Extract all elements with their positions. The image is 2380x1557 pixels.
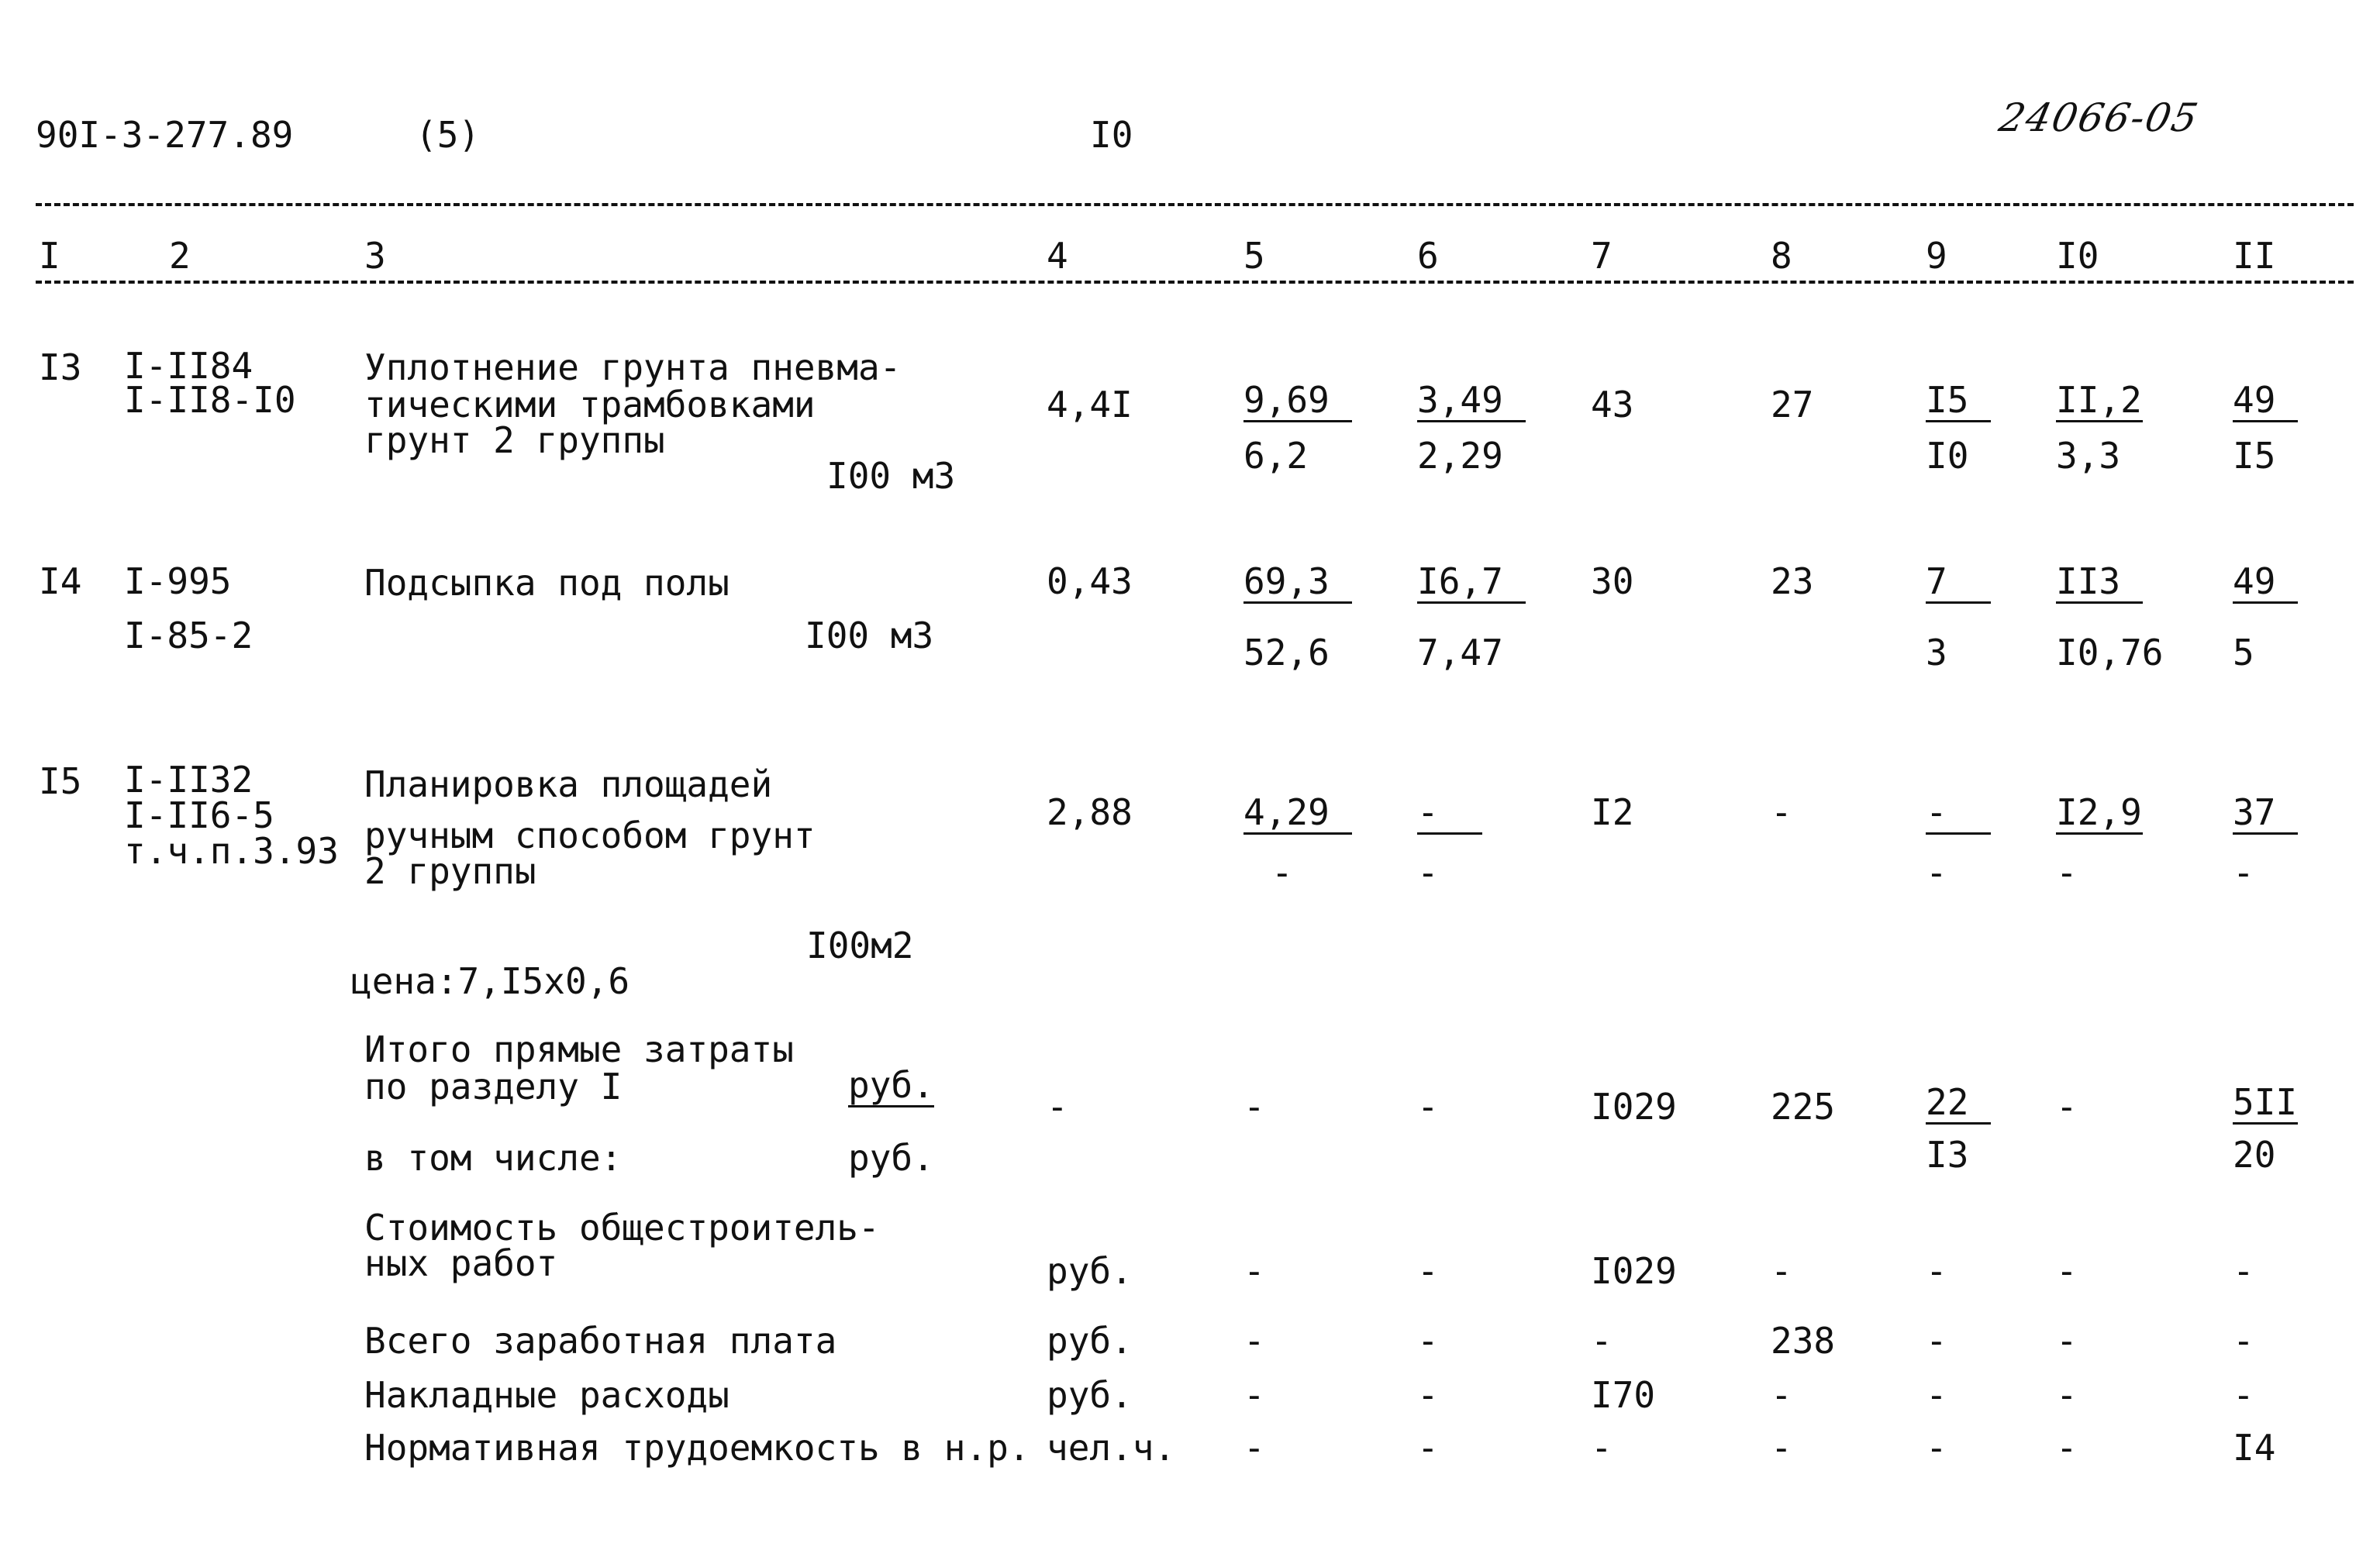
wages-col5: -	[1243, 1320, 1265, 1362]
cell-col11-bottom: I5	[2233, 435, 2276, 477]
labor-intensity-unit: чел.ч.	[1047, 1427, 1176, 1469]
cell-col9-bottom: 3	[1926, 632, 1947, 673]
total-direct-col11-bottom: 20	[2233, 1134, 2276, 1176]
overhead-label: Накладные расходы	[364, 1374, 730, 1416]
construction-col8: -	[1771, 1250, 1792, 1292]
column-header-10: I0	[2056, 235, 2099, 277]
construction-col7: I029	[1591, 1250, 1677, 1292]
cell-col4: 4,4I	[1047, 384, 1133, 425]
total-direct-col10: -	[2056, 1086, 2078, 1128]
row-code: I-995	[124, 560, 232, 602]
column-header-1: I	[39, 235, 60, 277]
overhead-col7: I70	[1591, 1374, 1656, 1416]
cell-col10-top: II3	[2056, 563, 2143, 604]
cell-col6-bottom: 2,29	[1417, 435, 1503, 477]
cell-col9-top: -	[1926, 794, 1991, 835]
construction-cost-unit: руб.	[1047, 1250, 1133, 1292]
handwritten-inventory-number: 24066-05	[1995, 95, 2203, 140]
column-header-6: 6	[1417, 235, 1439, 277]
row-code: I-II32	[124, 759, 254, 801]
cell-col8: 27	[1771, 384, 1814, 425]
cell-col9-top: I5	[1926, 381, 1991, 422]
part-number: (5)	[416, 114, 481, 156]
overhead-col8: -	[1771, 1374, 1792, 1416]
wages-col11: -	[2233, 1320, 2254, 1362]
cell-col10-bottom: -	[2056, 852, 2078, 894]
row-description: 2 группы	[364, 850, 536, 892]
column-header-3: 3	[364, 235, 386, 277]
wages-label: Всего заработная плата	[364, 1320, 837, 1362]
overhead-col9: -	[1926, 1374, 1947, 1416]
total-direct-col8: 225	[1771, 1086, 1836, 1128]
cell-col7: 43	[1591, 384, 1634, 425]
total-direct-col4: -	[1047, 1086, 1068, 1128]
cell-col11-bottom: -	[2233, 852, 2254, 894]
total-direct-col6: -	[1417, 1086, 1439, 1128]
overhead-col5: -	[1243, 1374, 1265, 1416]
cell-col6-bottom: 7,47	[1417, 632, 1503, 673]
row-code: I-II8-I0	[124, 379, 296, 421]
cell-col7: 30	[1591, 560, 1634, 602]
construction-col6: -	[1417, 1250, 1439, 1292]
row-description: ручным способом грунт	[364, 815, 816, 856]
row-unit: I00 м3	[826, 455, 956, 497]
cell-col6-bottom: -	[1417, 852, 1439, 894]
including-unit: руб.	[848, 1137, 934, 1179]
labor-col11: I4	[2233, 1427, 2276, 1469]
total-direct-col11-top: 5II	[2233, 1081, 2298, 1123]
total-direct-col9-top: 22	[1926, 1083, 1991, 1125]
cell-col5-top: 9,69	[1243, 381, 1352, 422]
cell-col5-bottom: 6,2	[1243, 435, 1309, 477]
row-description: тическими трамбовками	[364, 384, 816, 425]
construction-col11: -	[2233, 1250, 2254, 1292]
cell-col9-bottom: I0	[1926, 435, 1969, 477]
header-top-rule	[36, 203, 2354, 206]
row-number: I3	[39, 346, 82, 388]
column-header-5: 5	[1243, 235, 1265, 277]
cell-col7: I2	[1591, 791, 1634, 833]
cell-col6-top: 3,49	[1417, 381, 1526, 422]
row-description: Уплотнение грунта пневма-	[364, 346, 902, 388]
row-code: т.ч.п.3.93	[124, 830, 339, 872]
row-description: Подсыпка под полы	[364, 562, 730, 604]
labor-intensity-label: Нормативная трудоемкость в н.р.	[364, 1427, 1030, 1469]
labor-col9: -	[1926, 1427, 1947, 1469]
wages-unit: руб.	[1047, 1320, 1133, 1362]
construction-cost-label: Стоимость общестроитель-	[364, 1207, 880, 1249]
cell-col4: 2,88	[1047, 791, 1133, 833]
including-label: в том числе:	[364, 1137, 623, 1179]
column-header-4: 4	[1047, 235, 1068, 277]
cell-col11-top: 37	[2233, 794, 2298, 835]
cell-col10-top: I2,9	[2056, 791, 2142, 833]
overhead-col10: -	[2056, 1374, 2078, 1416]
labor-col7: -	[1591, 1427, 1613, 1469]
cell-col9-bottom: -	[1926, 852, 1947, 894]
labor-col5: -	[1243, 1427, 1265, 1469]
wages-col7: -	[1591, 1320, 1613, 1362]
wages-col9: -	[1926, 1320, 1947, 1362]
total-direct-col9-bottom: I3	[1926, 1134, 1969, 1176]
column-header-11: II	[2233, 235, 2276, 277]
row-unit: I00м2	[806, 925, 914, 966]
wages-col8: 238	[1771, 1320, 1836, 1362]
construction-col5: -	[1243, 1250, 1265, 1292]
total-direct-label: по разделу I	[364, 1066, 623, 1107]
construction-col10: -	[2056, 1250, 2078, 1292]
cell-col11-top: 49	[2233, 563, 2298, 604]
cell-col10-bottom: I0,76	[2056, 632, 2164, 673]
row-description: Планировка площадей	[364, 763, 773, 805]
row-description: грунт 2 группы	[364, 419, 665, 461]
header-bottom-rule	[36, 281, 2354, 284]
cell-col9-top: 7	[1926, 563, 1991, 604]
total-direct-unit: руб.	[848, 1064, 934, 1106]
price-note: цена:7,I5х0,6	[350, 960, 630, 1002]
row-number: I4	[39, 560, 82, 602]
construction-col9: -	[1926, 1250, 1947, 1292]
row-code: I-II84	[124, 345, 254, 387]
cell-col6-top: -	[1417, 794, 1482, 835]
cell-col5-bottom: 52,6	[1243, 632, 1330, 673]
row-code: I-85-2	[124, 615, 254, 656]
cell-col5-top: 69,3	[1243, 563, 1352, 604]
row-unit: I00 м3	[805, 615, 934, 656]
column-header-9: 9	[1926, 235, 1947, 277]
wages-col10: -	[2056, 1320, 2078, 1362]
cell-col10-bottom: 3,3	[2056, 435, 2121, 477]
row-number: I5	[39, 760, 82, 802]
cell-col6-top: I6,7	[1417, 563, 1526, 604]
cell-col10-top: II,2	[2056, 379, 2142, 421]
cell-col11-bottom: 5	[2233, 632, 2254, 673]
row-code: I-II6-5	[124, 794, 274, 836]
cell-col5-bottom: -	[1271, 852, 1293, 894]
cell-col8: 23	[1771, 560, 1814, 602]
document-code: 90I-3-277.89	[36, 114, 294, 156]
labor-col10: -	[2056, 1427, 2078, 1469]
total-direct-col7: I029	[1591, 1086, 1677, 1128]
cell-col11-top: 49	[2233, 381, 2298, 422]
total-direct-col5: -	[1243, 1086, 1265, 1128]
labor-col6: -	[1417, 1427, 1439, 1469]
cell-col4: 0,43	[1047, 560, 1133, 602]
construction-cost-label: ных работ	[364, 1242, 558, 1284]
page-number: I0	[1090, 114, 1133, 156]
overhead-col11: -	[2233, 1374, 2254, 1416]
overhead-unit: руб.	[1047, 1374, 1133, 1416]
cell-col8: -	[1771, 791, 1792, 833]
total-direct-label: Итого прямые затраты	[364, 1028, 794, 1070]
labor-col8: -	[1771, 1427, 1792, 1469]
cell-col5-top: 4,29	[1243, 794, 1352, 835]
column-header-7: 7	[1591, 235, 1613, 277]
overhead-col6: -	[1417, 1374, 1439, 1416]
column-header-2: 2	[169, 235, 191, 277]
wages-col6: -	[1417, 1320, 1439, 1362]
column-header-8: 8	[1771, 235, 1792, 277]
